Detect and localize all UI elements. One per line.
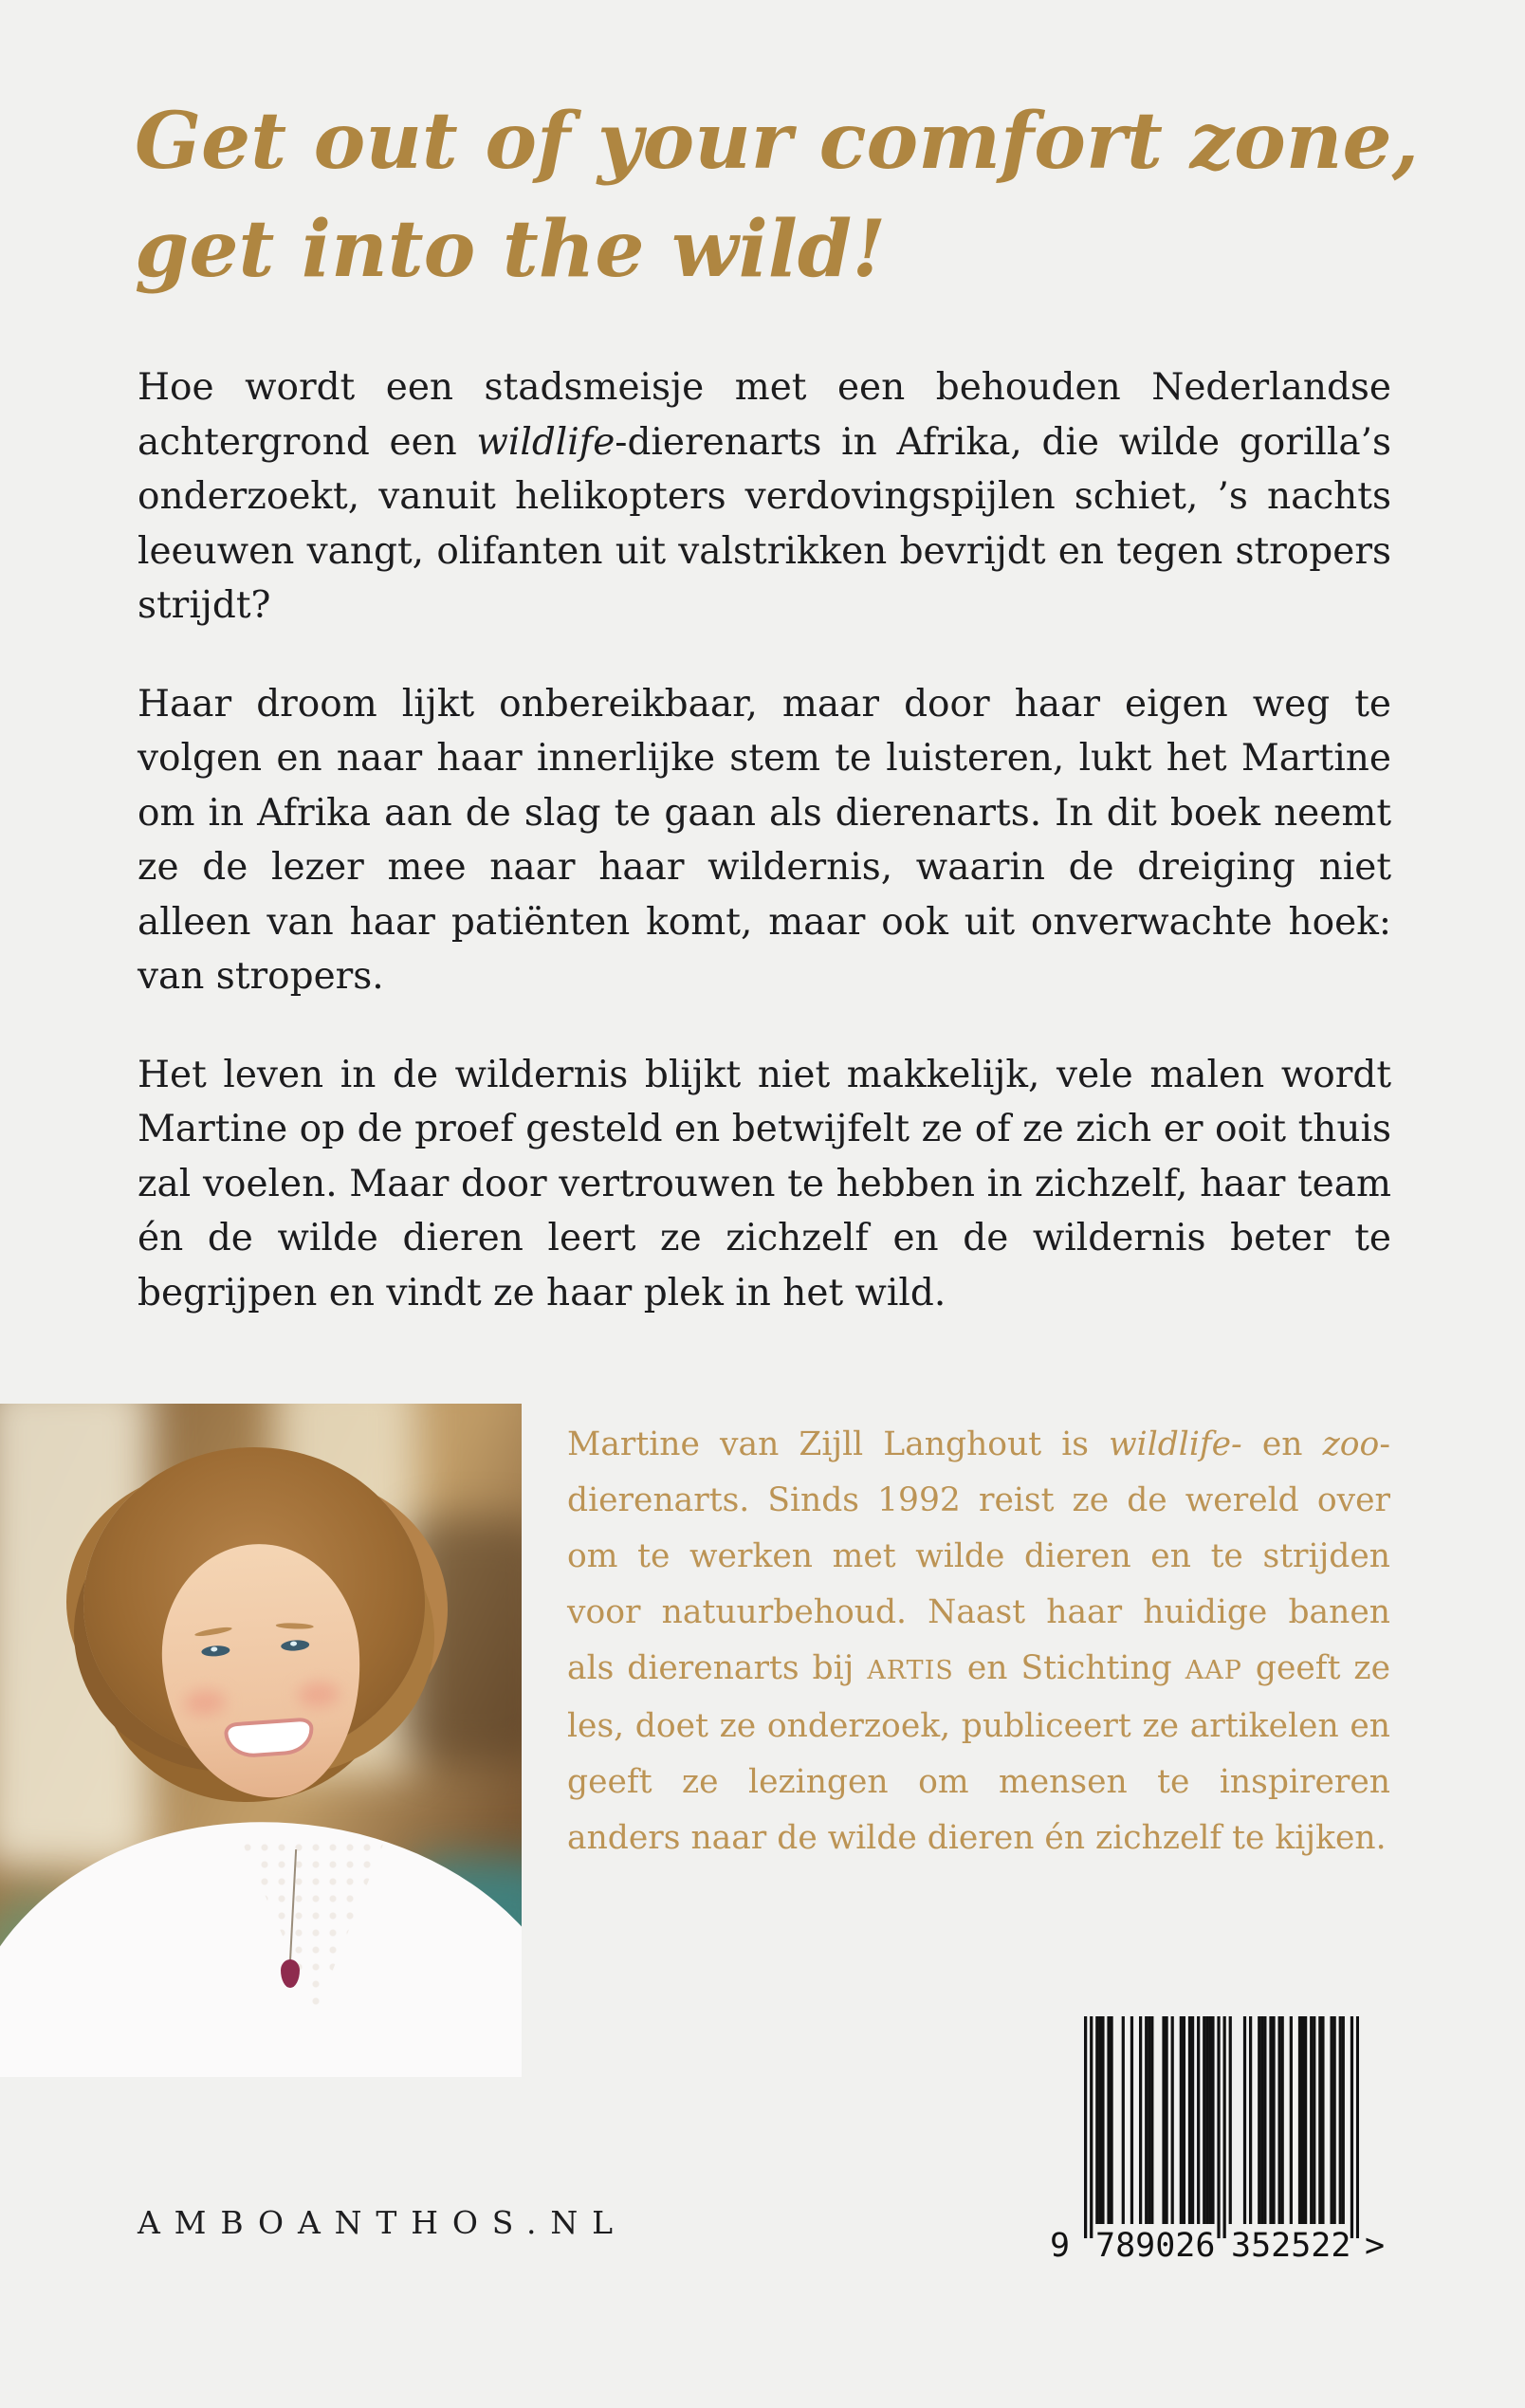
barcode-quiet-zone-arrow: > — [1365, 2227, 1386, 2265]
bio-italic-wildlife: wildlife- — [1109, 1425, 1242, 1463]
barcode-digits-left: 789026 — [1095, 2227, 1216, 2265]
synopsis-p1-text-cont: -dierenarts in Afrika, die wilde gorilla’s onderzoekt, vanuit helikopters verdovingspijlen schiet, ’s nachts leeuwen vangt, olifanten uit valstrikken bevrijdt en tegen stropers strijdt? — [138, 420, 1391, 627]
bio-text: en Stichting — [953, 1649, 1185, 1687]
author-eye-right — [281, 1639, 310, 1651]
bio-text: Martine van Zijll Langhout is — [567, 1425, 1110, 1463]
synopsis — [138, 360, 1391, 1364]
author-bio — [567, 1417, 1390, 1866]
author-eyebrow-left — [194, 1626, 232, 1638]
cover-title — [135, 87, 1420, 303]
bio-smallcaps-aap: AAP — [1185, 1656, 1242, 1685]
author-eyebrow-right — [276, 1623, 314, 1629]
cover-title-line2: get into the wild! — [135, 204, 887, 295]
author-eye-left — [201, 1645, 230, 1657]
barcode-bars — [1084, 2016, 1359, 2238]
synopsis-paragraph-3: Het leven in de wildernis blijkt niet makkelijk, vele malen wordt Martine op de proef gesteld en betwijfelt ze of ze zich er ooit thuis zal voelen. Maar door vertrouwen te hebben in zichzelf, haar team én de wilde dieren leert ze zichzelf en de wildernis beter te begrijpen en vindt ze haar plek in het wild. — [138, 1053, 1391, 1314]
isbn-barcode — [1050, 2016, 1386, 2265]
bio-text: geeft ze les, doet ze onderzoek, publiceert ze artikelen en geeft ze lezingen om mensen te inspireren anders naar de wilde dieren én zichzelf te kijken. — [567, 1649, 1390, 1857]
synopsis-paragraph-2: Haar droom lijkt onbereikbaar, maar door haar eigen weg te volgen en naar haar innerlijke stem te luisteren, lukt het Martine om in Afrika aan de slag te gaan als dierenarts. In dit boek neemt ze de lezer mee naar haar wildernis, waarin de dreiging niet alleen van haar patiënten komt, maar ook uit onverwachte hoek: van stropers. — [138, 682, 1391, 998]
cover-title-line1: Get out of your comfort zone, — [135, 96, 1420, 187]
author-portrait-photo — [0, 1404, 522, 2077]
bio-smallcaps-artis: ARTIS — [867, 1656, 954, 1685]
synopsis-paragraph-1 — [138, 360, 1391, 634]
author-cheek-left — [183, 1689, 227, 1717]
synopsis-p1-italic-word: wildlife — [476, 420, 616, 464]
bio-italic-zoo: zoo — [1322, 1425, 1380, 1463]
publisher-website: AMBOANTHOS.NL — [138, 2204, 627, 2241]
barcode-digits — [1050, 2227, 1386, 2265]
synopsis-p1-text: Hoe wordt een stadsmeisje met een behouden Nederlandse achtergrond een — [138, 366, 1391, 464]
barcode-digits-right: 352522 — [1231, 2227, 1351, 2265]
bio-text: -dierenarts. Sinds 1992 reist ze de wereld over om te werken met wilde dieren en te strijden voor natuurbehoud. Naast haar huidige banen als dierenarts bij — [567, 1425, 1390, 1687]
bio-text: en — [1241, 1425, 1323, 1463]
author-smile — [224, 1717, 315, 1758]
author-cheek-right — [297, 1681, 340, 1708]
barcode-digit-lead: 9 — [1050, 2227, 1071, 2265]
